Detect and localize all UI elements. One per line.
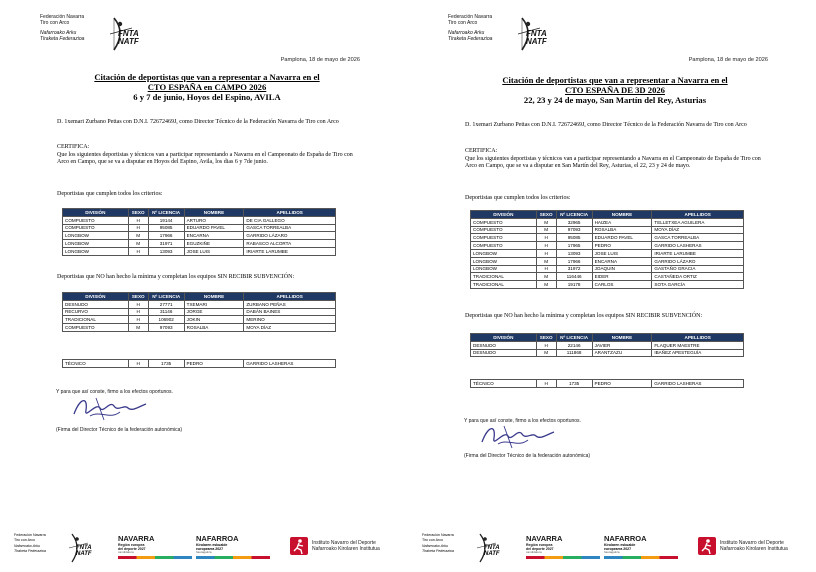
nafarroa-name: NAFARROA (604, 534, 647, 543)
column-header: NOMBRE (592, 334, 652, 342)
table-cell: JAVIER (592, 341, 652, 349)
archer-icon (106, 16, 150, 52)
certifica-paragraph: Que los siguientes deportistas y técnicos van a participar representando a Navarra en el Campeonato de España de Tiro con Arco en Campo, que se va a disputar en Hoyos del Espino, Avila, los dias 6 y 7de junio. (57, 152, 353, 166)
table-cell: EDUARDO PAVEL (184, 224, 244, 232)
table-row (471, 380, 744, 388)
table-cell: ROSALBA (184, 324, 244, 332)
colour-bar (196, 556, 270, 559)
table-cell: H (128, 216, 148, 224)
column-header: SEXO (128, 293, 148, 301)
table-row (471, 242, 744, 250)
nafarroa-line: hautagaitza (196, 550, 212, 554)
table-row (63, 360, 336, 368)
table-cell: H (128, 224, 148, 232)
table-cell: 116446 (556, 273, 592, 281)
table-cell: H (536, 234, 556, 242)
nafarroa-line: Kirolaren eskualde (604, 543, 636, 547)
footer-logo-line: Nafarroako Arku (14, 544, 41, 549)
document-date: Pamplona, 18 de mayo de 2026 (280, 57, 360, 63)
logo-line: Tiraketa Federazioa (448, 36, 493, 43)
table-cell: TRADICIONAL (471, 273, 537, 281)
table-cell: 17966 (148, 232, 184, 240)
table-cell: 95085 (556, 234, 592, 242)
navarra-line: del deporte 2027 (118, 547, 146, 551)
certifica-label: CERTIFICA: (465, 148, 498, 154)
document-title (428, 75, 802, 105)
table-cell: CASTAÑEDA ORTIZ (652, 273, 744, 281)
instituto-logo (698, 537, 810, 559)
signature-caption: (Firma del Director Técnico de la federación autonómica) (464, 453, 591, 459)
table-cell: COMPUESTO (471, 226, 537, 234)
table-row (471, 234, 744, 242)
table-cell: MOYA DÍAZ (244, 324, 336, 332)
table-cell: H (536, 341, 556, 349)
table-cell: DE CIA GALLEGO (244, 216, 336, 224)
footer-mark-top: FNTA (76, 545, 92, 551)
column-header: NOMBRE (592, 211, 652, 219)
archer-icon (514, 16, 558, 52)
table-cell: IRIARTE LARUMBE (244, 247, 336, 255)
tecnico-table (62, 359, 336, 368)
navarra-line: Región europea (118, 543, 145, 547)
table-row (471, 349, 744, 357)
table-cell: PEDRO (592, 242, 652, 250)
table-cell: COMPUESTO (63, 216, 129, 224)
table-cell: 1735 (148, 360, 184, 368)
column-header: SEXO (536, 334, 556, 342)
title-line-1: Citación de deportistas que van a representar a Navarra en el (94, 72, 320, 82)
footer (0, 525, 408, 570)
table-row (471, 273, 744, 281)
table-cell: 95085 (148, 224, 184, 232)
logo-line: Tiraketa Federazioa (40, 36, 85, 43)
table-cell: DESNUDO (471, 349, 537, 357)
closing-text: Y para que así conste, firmo a los efectos oportunos. (56, 389, 173, 395)
table-cell: JOSE LUIS (592, 249, 652, 257)
document-title (20, 72, 394, 102)
column-header: Nº LICENCIA (556, 334, 592, 342)
title-line-2: CTO ESPAÑA en CAMPO 2026 (147, 82, 267, 92)
footer-logo-line: Tiraketa Federazioa (14, 548, 46, 553)
table-cell: 17966 (556, 257, 592, 265)
table-row (471, 257, 744, 265)
column-header: Nº LICENCIA (148, 209, 184, 217)
table-cell: M (536, 273, 556, 281)
table-cell: 32965 (556, 218, 592, 226)
table-cell: 19144 (148, 216, 184, 224)
nafarroa-line: europearra 2027 (196, 547, 224, 551)
footer (408, 525, 816, 570)
table-cell: GARRIDO LASHERAS (652, 242, 744, 250)
table-cell: TXEMARI (184, 300, 244, 308)
table-cell: M (536, 226, 556, 234)
table-row (471, 218, 744, 226)
table-cell: ENCARNA (184, 232, 244, 240)
table-cell: 97093 (148, 324, 184, 332)
table-cell: EGUZKIÑE (184, 240, 244, 248)
table-cell: TÉCNICO (471, 380, 537, 388)
table-cell: H (128, 308, 148, 316)
logo-line: Tiro con Arco (448, 20, 478, 27)
certifica-label: CERTIFICA: (57, 144, 90, 150)
footer-logo-line: Federación Navarra (14, 533, 46, 537)
footer-logo-line: Nafarroako Arku (422, 544, 449, 549)
table-cell: EDUARDO PAVEL (592, 234, 652, 242)
footer-fnta-logo (14, 533, 102, 565)
column-header: Nº LICENCIA (148, 293, 184, 301)
table-cell: 97093 (556, 226, 592, 234)
table-cell: GARRIDO LASHERAS (244, 360, 336, 368)
table-row (63, 216, 336, 224)
table-cell: DESNUDO (471, 341, 537, 349)
footer-fnta-logo (422, 533, 510, 565)
table-cell: RECURVO (63, 308, 129, 316)
column-header: DIVISIÓN (471, 334, 537, 342)
column-header: DIVISIÓN (63, 293, 129, 301)
table-cell: 1735 (556, 380, 592, 388)
column-header: NOMBRE (184, 209, 244, 217)
column-header: SEXO (128, 209, 148, 217)
table-cell: HAIZEA (592, 218, 652, 226)
archer-icon (66, 533, 102, 563)
nafarroa-name: NAFARROA (196, 534, 239, 543)
table-cell: LONGBOW (63, 247, 129, 255)
table-cell: ENCARNA (592, 257, 652, 265)
footer-mark-bottom: NATF (76, 551, 92, 557)
navarra-line: del deporte 2027 (526, 547, 554, 551)
table-cell: DABÁN BAINES (244, 308, 336, 316)
table-cell: LONGBOW (63, 232, 129, 240)
table-row (471, 265, 744, 273)
nafarroa-sport-logo (604, 535, 678, 559)
table-cell: TRADICIONAL (63, 316, 129, 324)
table-cell: COMPUESTO (471, 242, 537, 250)
table-cell: 27771 (148, 300, 184, 308)
logo-line: Federación Navarra (448, 14, 493, 20)
logo-mark-bottom: NATF (526, 37, 547, 46)
table-cell: H (536, 249, 556, 257)
table-cell: M (536, 218, 556, 226)
intro-paragraph: D. 1xemari Zurbano Pettas con D.N.I. 72672469J, como Director Técnico de la Federación Navarra de Tiro con Arco (465, 122, 747, 128)
title-line-3: 22, 23 y 24 de mayo, San Martín del Rey, Asturias (523, 95, 707, 105)
table-cell: LONGBOW (471, 249, 537, 257)
intro-paragraph: D. 1xemari Zurbano Pettas con D.N.I. 72672469J, como Director Técnico de la Federación Navarra de Tiro con Arco (57, 119, 339, 125)
column-header: APELLIDOS (652, 211, 744, 219)
table-row (471, 226, 744, 234)
colour-bar (526, 556, 600, 559)
logo-line: Nafarroako Arku (448, 29, 485, 36)
certifica-paragraph: Que los siguientes deportistas y técnicos van a participar representando a Navarra en el Campeonato de España de Tiro con Arco en Campo, que se va a disputar en San Martín del Rey, Asturias, el 22, 23 y 24 de mayo. (465, 156, 761, 170)
table-cell: 106902 (148, 316, 184, 324)
table-cell: 13093 (148, 247, 184, 255)
table-cell: ZURBANO PEÑAS (244, 300, 336, 308)
table-cell: 31971 (148, 240, 184, 248)
table-cell: M (536, 257, 556, 265)
fnta-logo (448, 14, 558, 54)
table-row (471, 341, 744, 349)
table-cell: ARTURO (184, 216, 244, 224)
table-cell: ROSALBA (592, 226, 652, 234)
table-cell: FLAQUER MAESTRE (652, 341, 744, 349)
closing-text: Y para que así conste, firmo a los efectos oportunos. (464, 418, 581, 424)
table-cell: M (536, 281, 556, 289)
table-header-row (471, 211, 744, 219)
table-header-row (63, 293, 336, 301)
instituto-line: Nafarroako Kirolaren Institutua (720, 546, 788, 553)
table-cell: IRIARTE LARUMBE (652, 249, 744, 257)
table-row (63, 247, 336, 255)
table-cell: COMPUESTO (63, 224, 129, 232)
footer-mark-top: FNTA (484, 545, 500, 551)
table-cell: GASCA TORREALBA (652, 234, 744, 242)
footer-logo-line: Tiro con Arco (422, 537, 444, 542)
logo-line: Nafarroako Arku (40, 29, 77, 36)
nosub-label: Deportistas que NO han hecho la mínima y completan los equipos SIN RECIBIR SUBVENCIÓN: (57, 274, 295, 280)
signature-caption: (Firma del Director Técnico de la federación autonómica) (56, 427, 183, 433)
column-header: DIVISIÓN (63, 209, 129, 217)
fnta-logo (40, 14, 150, 54)
colour-bar (118, 556, 192, 559)
table-header-row (63, 209, 336, 217)
table-cell: SOTA GARCÍA (652, 281, 744, 289)
table-cell: GASCA TORREALBA (244, 224, 336, 232)
table-cell: TELLETXEA AGUILERA (652, 218, 744, 226)
instituto-line: Instituto Navarro del Deporte (312, 540, 376, 546)
criteria-label: Deportistas que cumplen todos los criterios: (465, 195, 571, 201)
navarra-name: NAVARRA (526, 534, 563, 543)
table-cell: COMPUESTO (471, 218, 537, 226)
table-cell: EIDER (592, 273, 652, 281)
runner-icon (290, 537, 308, 555)
nafarroa-line: europearra 2027 (604, 547, 632, 551)
signature-icon (478, 420, 558, 452)
table-cell: 31146 (148, 308, 184, 316)
table-cell: JOAQUIN (592, 265, 652, 273)
table-cell: 17965 (556, 242, 592, 250)
column-header: Nº LICENCIA (556, 211, 592, 219)
table-cell: H (128, 360, 148, 368)
table-row (63, 232, 336, 240)
table-cell: COMPUESTO (63, 324, 129, 332)
table-cell: H (536, 242, 556, 250)
table-cell: H (128, 316, 148, 324)
table-row (63, 240, 336, 248)
table-cell: LONGBOW (63, 240, 129, 248)
document-page-3d (408, 0, 816, 572)
table-cell: 111868 (556, 349, 592, 357)
table-cell: PEDRO (184, 360, 244, 368)
criteria-table (470, 210, 744, 289)
column-header: APELLIDOS (244, 209, 336, 217)
table-cell: GARRIDO LASHERAS (652, 380, 744, 388)
table-cell: M (536, 349, 556, 357)
column-header: APELLIDOS (244, 293, 336, 301)
column-header: SEXO (536, 211, 556, 219)
table-cell: 19178 (556, 281, 592, 289)
table-cell: H (536, 380, 556, 388)
table-cell: H (128, 247, 148, 255)
navarra-line: Región europea (526, 543, 553, 547)
table-cell: JOSE LUIS (184, 247, 244, 255)
table-row (63, 300, 336, 308)
table-cell: M (128, 240, 148, 248)
table-cell: COMPUESTO (471, 234, 537, 242)
table-cell: TÉCNICO (63, 360, 129, 368)
table-cell: LONGBOW (471, 257, 537, 265)
colour-bar (604, 556, 678, 559)
nafarroa-sport-logo (196, 535, 270, 559)
navarra-sport-logo (118, 535, 192, 559)
table-cell: 22146 (556, 341, 592, 349)
table-cell: JOKIN (184, 316, 244, 324)
logo-mark-top: FNTA (118, 29, 139, 38)
title-line-2: CTO ESPAÑA DE 3D 2026 (565, 85, 665, 95)
instituto-line: Nafarroako Kirolaren Institutua (312, 546, 380, 553)
footer-logo-line: Federación Navarra (422, 533, 454, 537)
table-cell: M (128, 232, 148, 240)
table-cell: GARRIDO LÁZARO (652, 257, 744, 265)
table-cell: 13093 (556, 249, 592, 257)
archer-icon (474, 533, 510, 563)
table-cell: 31972 (556, 265, 592, 273)
nosub-table (62, 292, 336, 332)
table-row (63, 224, 336, 232)
logo-line: Tiro con Arco (40, 20, 70, 27)
table-cell: JORGE (184, 308, 244, 316)
runner-icon (698, 537, 716, 555)
instituto-logo (290, 537, 402, 559)
table-cell: GASTAÑO GRACIA (652, 265, 744, 273)
table-row (63, 324, 336, 332)
nosub-table (470, 333, 744, 357)
navarra-line: candidatura (118, 550, 134, 554)
document-date: Pamplona, 18 de mayo de 2026 (688, 57, 768, 63)
tecnico-table (470, 379, 744, 388)
logo-line: Federación Navarra (40, 14, 85, 20)
column-header: NOMBRE (184, 293, 244, 301)
nafarroa-line: hautagaitza (604, 550, 620, 554)
column-header: APELLIDOS (652, 334, 744, 342)
table-cell: IBAÑEZ APESTEGUÍA (652, 349, 744, 357)
criteria-label: Deportistas que cumplen todos los criterios: (57, 191, 163, 197)
table-cell: RABASCO ALCORTA (244, 240, 336, 248)
criteria-table (62, 208, 336, 256)
navarra-line: candidatura (526, 550, 542, 554)
table-row (471, 281, 744, 289)
title-line-3: 6 y 7 de junio, Hoyos del Espino, AVILA (133, 92, 281, 102)
nafarroa-line: Kirolaren eskualde (196, 543, 228, 547)
table-row (63, 308, 336, 316)
footer-mark-bottom: NATF (484, 551, 500, 557)
table-cell: H (128, 300, 148, 308)
navarra-name: NAVARRA (118, 534, 155, 543)
table-header-row (471, 334, 744, 342)
table-cell: ARANTZAZU (592, 349, 652, 357)
footer-logo-line: Tiro con Arco (14, 537, 36, 542)
table-cell: LONGBOW (471, 265, 537, 273)
footer-logo-line: Tiraketa Federazioa (422, 548, 454, 553)
table-cell: CARLOS (592, 281, 652, 289)
signature-icon (70, 392, 150, 424)
table-cell: DESNUDO (63, 300, 129, 308)
table-cell: TRADICIONAL (471, 281, 537, 289)
table-cell: GARRIDO LÁZARO (244, 232, 336, 240)
title-line-1: Citación de deportistas que van a representar a Navarra en el (502, 75, 728, 85)
navarra-sport-logo (526, 535, 600, 559)
table-cell: M (128, 324, 148, 332)
table-row (63, 316, 336, 324)
table-cell: H (536, 265, 556, 273)
table-row (471, 249, 744, 257)
nosub-label: Deportistas que NO han hecho la mínima y completan los equipos SIN RECIBIR SUBVENCIÓN: (465, 313, 703, 319)
logo-mark-top: FNTA (526, 29, 547, 38)
table-cell: MERINO (244, 316, 336, 324)
column-header: DIVISIÓN (471, 211, 537, 219)
instituto-line: Instituto Navarro del Deporte (720, 540, 784, 546)
table-cell: MOYA DÍAZ (652, 226, 744, 234)
table-cell: PEDRO (592, 380, 652, 388)
logo-mark-bottom: NATF (118, 37, 139, 46)
